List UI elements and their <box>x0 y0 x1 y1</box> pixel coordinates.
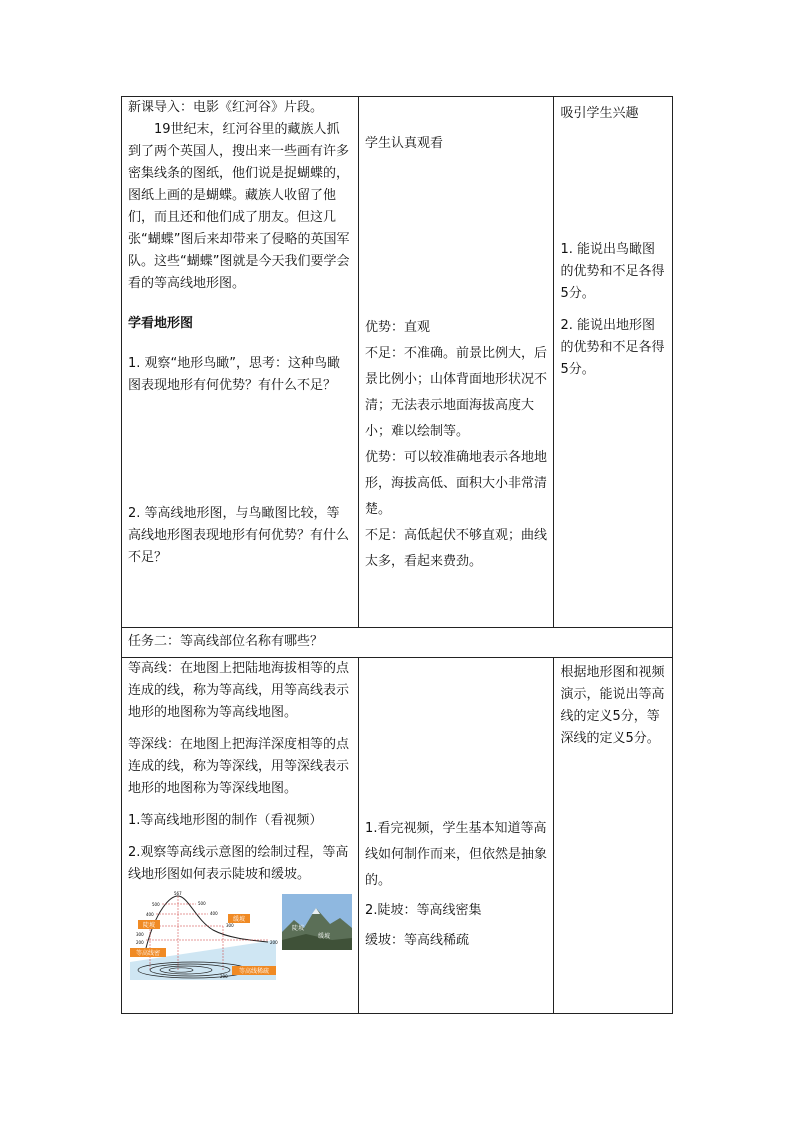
question-1: 1. 观察“地形鸟瞰”，思考：这种鸟瞰图表现地形有何优势？有什么不足？ <box>128 356 341 393</box>
item-2: 2.观察等高线示意图的绘制过程，等高线地形图如何表示陡坡和缓坡。 <box>128 845 349 882</box>
right-400: 400 <box>210 911 218 916</box>
evaluation-score-2: 2. 能说出地形图的优势和不足各得5分。 <box>560 318 665 377</box>
left-500: 500 <box>152 902 160 907</box>
lesson-row-contour <box>122 658 673 1014</box>
answer-2-advantage: 优势：可以较准确地表示各地地形，海拔高低、面积大小非常清楚。 <box>365 450 548 517</box>
teacher-activity-cell <box>122 97 359 628</box>
student-activity-cell-2 <box>359 658 554 1014</box>
photo-steep-label: 陡坡 <box>292 925 305 932</box>
student-activity-cell <box>359 97 554 628</box>
task-row <box>122 628 673 658</box>
left-300: 300 <box>136 932 144 937</box>
left-200: 200 <box>136 940 144 945</box>
student-answer-2: 2.陡坡：等高线密集 <box>365 903 482 918</box>
right-500: 500 <box>198 901 206 906</box>
contour-figures <box>128 890 352 980</box>
answer-1-advantage: 优势：直观 <box>365 320 431 335</box>
evaluation-goal: 吸引学生兴趣 <box>560 106 639 121</box>
evaluation-cell <box>554 97 673 628</box>
item-1: 1.等高线地形图的制作（看视频） <box>128 813 323 828</box>
contour-definition: 等高线：在地图上把陆地海拔相等的点连成的线，称为等高线，用等高线表示地形的地图称为等高线地图。 <box>128 661 350 720</box>
task-2-heading: 任务二：等高线部位名称有哪些？ <box>122 628 673 658</box>
evaluation-score-contour: 根据地形图和视频演示，能说出等高线的定义5分，等深线的定义5分。 <box>560 665 665 746</box>
sparse-label: 等高线稀疏 <box>238 968 270 975</box>
dense-label: 等高线密 <box>135 950 161 957</box>
teacher-activity-cell-2 <box>122 658 359 1014</box>
contour-diagram <box>128 890 278 980</box>
answer-2-disadvantage: 不足：高低起伏不够直观；曲线太多，看起来费劲。 <box>365 528 548 569</box>
right-300: 300 <box>226 923 234 928</box>
lesson-plan-table <box>121 96 673 1014</box>
right-200: 200 <box>270 940 278 945</box>
section-title: 学看地形图 <box>128 316 194 331</box>
gentle-label: 缓坡 <box>232 916 246 923</box>
mountain-photo <box>282 894 352 950</box>
peak-elevation: 567 <box>174 891 182 896</box>
intro-text: 19世纪末，红河谷里的藏族人抓到了两个英国人，搜出来一些画有许多密集线条的图纸，他们说是捉蝴蝶的，图纸上画的是蝴蝶。藏族人收留了他们，而且还和他们成了朋友。但这几张“蝴蝶”图后来却带来了侵略的英国军队。这些“蝴蝶”图就是今天我们要学会看的等高线地形图。 <box>128 122 350 291</box>
evaluation-score-1: 1. 能说出鸟瞰图的优势和不足各得5分。 <box>560 242 665 301</box>
student-answer-3: 缓坡：等高线稀疏 <box>365 933 470 948</box>
lesson-row-intro <box>122 97 673 628</box>
intro-title: 新课导入：电影《红河谷》片段。 <box>128 100 324 115</box>
answer-1-disadvantage: 不足：不准确。前景比例大，后景比例小；山体背面地形状况不清；无法表示地面海拔高度大小；难以绘制等。 <box>365 346 548 439</box>
bottom-200: 200 <box>220 974 228 979</box>
isobath-definition: 等深线：在地图上把海洋深度相等的点连成的线，称为等深线，用等深线表示地形的地图称为等深线地图。 <box>128 737 350 796</box>
left-400: 400 <box>146 912 154 917</box>
photo-gentle-label: 缓坡 <box>318 933 331 940</box>
question-2: 2. 等高线地形图，与鸟瞰图比较，等高线地形图表现地形有何优势？有什么不足？ <box>128 506 350 565</box>
evaluation-cell-2 <box>554 658 673 1014</box>
steep-label: 陡坡 <box>142 922 156 929</box>
student-answer-1: 1.看完视频，学生基本知道等高线如何制作而来，但依然是抽象的。 <box>365 821 548 888</box>
student-watch: 学生认真观看 <box>365 136 444 151</box>
